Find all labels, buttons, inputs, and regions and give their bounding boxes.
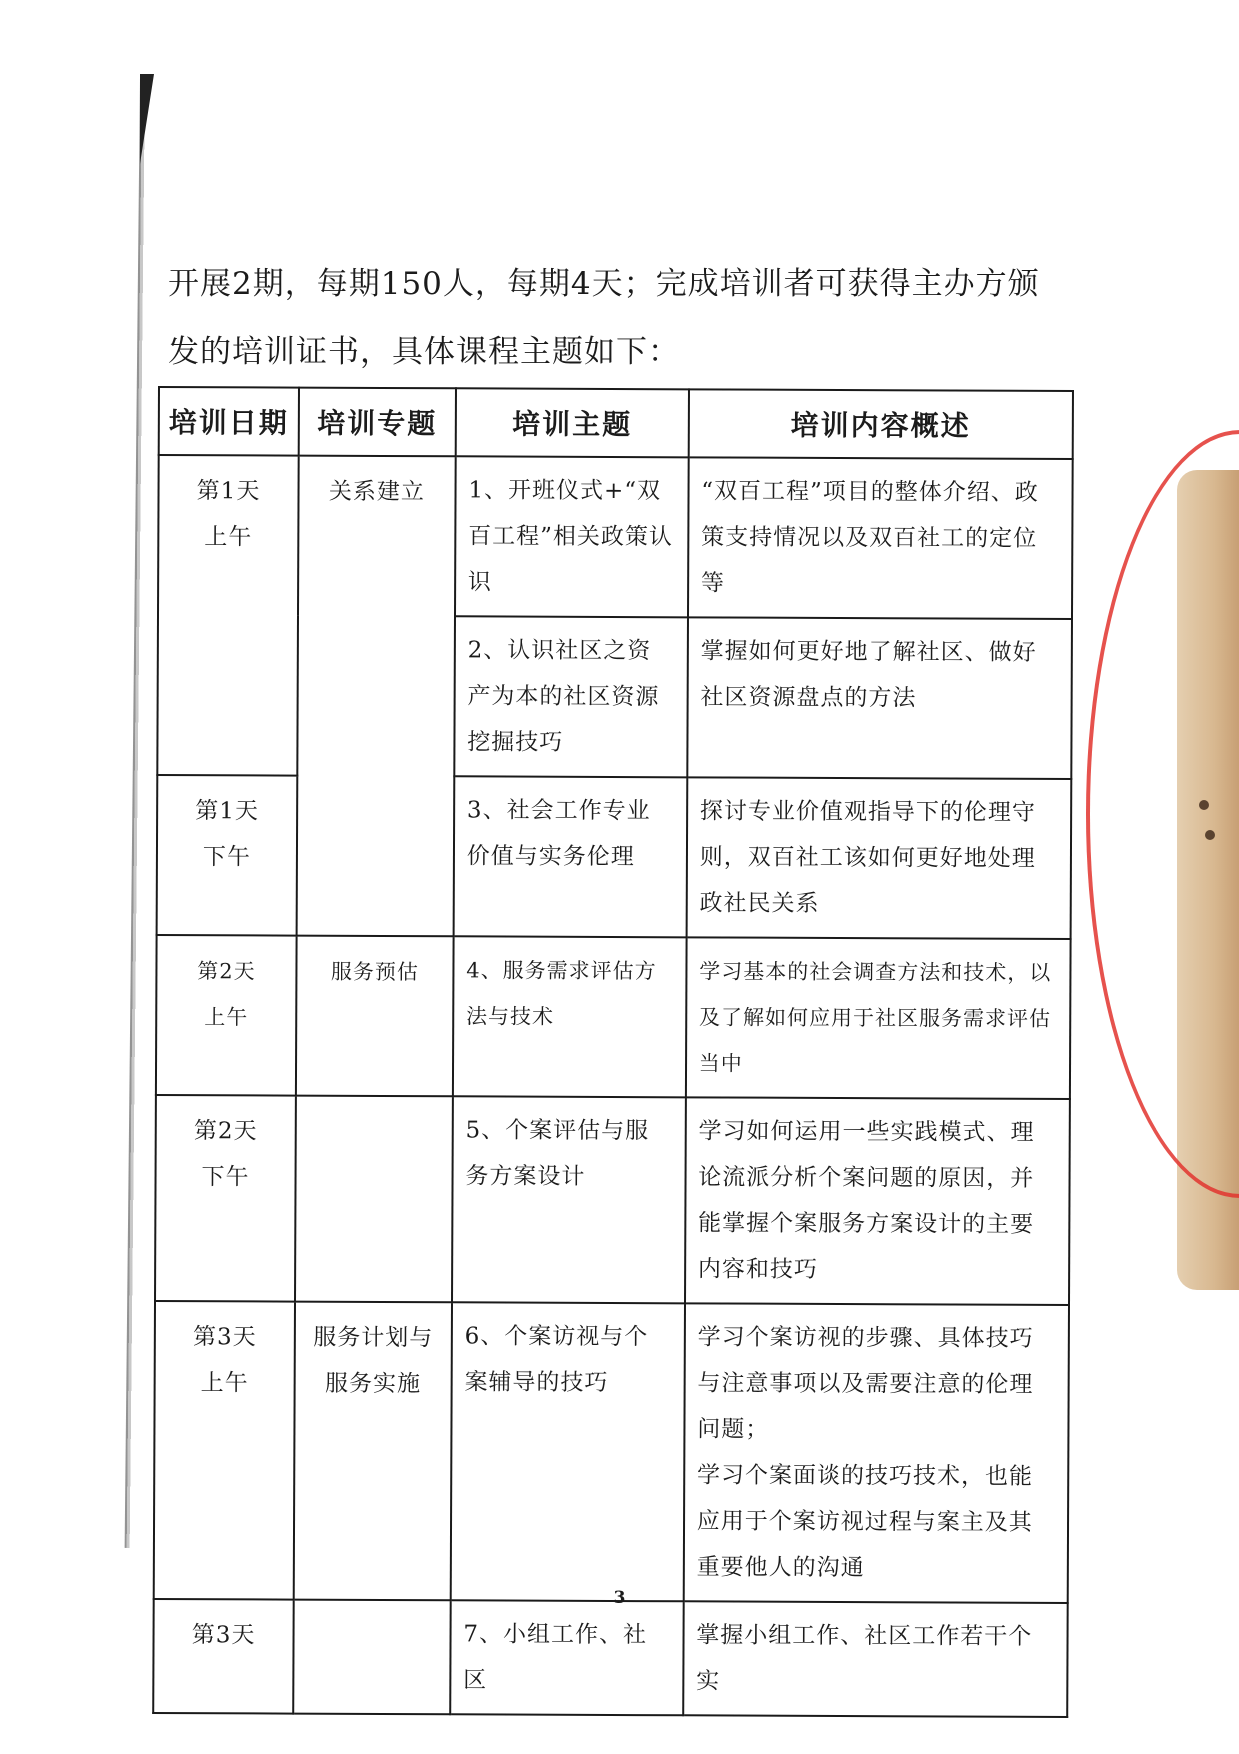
period-label: 上午 — [200, 1370, 249, 1397]
theme-cell: 3、社会工作专业价值与实务伦理 — [453, 776, 687, 937]
period-label: 上午 — [204, 524, 253, 551]
day-cell — [157, 455, 298, 776]
day-cell — [156, 935, 297, 1096]
header-theme: 培训主题 — [456, 388, 689, 457]
summary-cell: 掌握如何更好地了解社区、做好社区资源盘点的方法 — [687, 617, 1072, 779]
topic-cell — [293, 1600, 450, 1715]
red-seal-stamp — [1086, 430, 1239, 1198]
theme-cell: 6、个案访视与个案辅导的技巧 — [451, 1302, 685, 1601]
period-label: 上午 — [204, 1005, 249, 1030]
day-cell — [153, 1599, 293, 1714]
summary-cell: 掌握小组工作、社区工作若干个实 — [683, 1601, 1068, 1717]
summary-part-2: 学习个案面谈的技巧技术，也能应用于个案访视过程与案主及其重要他人的沟通 — [696, 1462, 1034, 1582]
period-label: 下午 — [201, 1164, 250, 1191]
summary-cell — [683, 1303, 1069, 1603]
summary-part-1: 学习个案访视的步骤、具体技巧与注意事项以及需要注意的伦理问题； — [697, 1324, 1034, 1443]
topic-label: 服务预估 — [330, 959, 419, 985]
summary-cell: “双百工程”项目的整体介绍、政策支持情况以及双百社工的定位等 — [688, 457, 1073, 619]
day-cell — [157, 775, 298, 936]
day-cell — [154, 1301, 295, 1600]
topic-label: 关系建立 — [328, 478, 426, 506]
header-date: 培训日期 — [159, 387, 299, 456]
day-label: 第3天 — [191, 1622, 256, 1649]
training-schedule-table — [152, 386, 1074, 1718]
topic-cell — [297, 456, 456, 937]
topic-cell — [294, 1302, 452, 1601]
topic-label-line-1: 服务计划与 — [313, 1324, 434, 1352]
scan-edge-corner — [140, 74, 154, 164]
header-topic: 培训专题 — [299, 388, 456, 457]
day-cell — [155, 1095, 296, 1302]
table-row — [156, 935, 1071, 1099]
summary-cell: 学习如何运用一些实践模式、理论流派分析个案问题的原因，并能掌握个案服务方案设计的主要内容和技巧 — [685, 1097, 1070, 1305]
day-label: 第1天 — [195, 798, 260, 825]
table-header-row — [159, 387, 1073, 459]
header-summary: 培训内容概述 — [688, 389, 1073, 459]
period-label: 下午 — [202, 844, 252, 871]
topic-cell — [295, 1096, 453, 1303]
table-row — [155, 1095, 1070, 1305]
theme-cell: 1、开班仪式+“双百工程”相关政策认识 — [455, 456, 689, 617]
day-label: 第1天 — [196, 478, 261, 505]
table-row — [157, 775, 1072, 939]
summary-cell: 探讨专业价值观指导下的伦理守则，双百社工该如何更好地处理政社民关系 — [686, 777, 1071, 939]
intro-line-1: 开展2期，每期150人，每期4天；完成培训者可获得主办方颁 — [168, 266, 1040, 302]
theme-cell: 7、小组工作、社区 — [450, 1600, 683, 1715]
day-label: 第2天 — [193, 1118, 258, 1145]
table-row — [153, 1599, 1067, 1717]
theme-cell: 4、服务需求评估方法与技术 — [453, 936, 687, 1097]
intro-paragraph — [168, 250, 1068, 386]
page-number: 3 — [613, 1588, 626, 1608]
topic-cell — [296, 936, 454, 1097]
theme-cell: 2、认识社区之资产为本的社区资源挖掘技巧 — [454, 616, 688, 777]
intro-line-2: 发的培训证书，具体课程主题如下： — [168, 334, 680, 370]
summary-cell: 学习基本的社会调查方法和技术，以及了解如何应用于社区服务需求评估当中 — [686, 937, 1071, 1099]
table-row — [158, 455, 1073, 619]
day-label: 第3天 — [192, 1324, 257, 1351]
table-row — [154, 1301, 1069, 1603]
day-label: 第2天 — [197, 959, 256, 984]
theme-cell: 5、个案评估与服务方案设计 — [452, 1096, 686, 1303]
topic-label-line-2: 服务实施 — [324, 1370, 422, 1398]
